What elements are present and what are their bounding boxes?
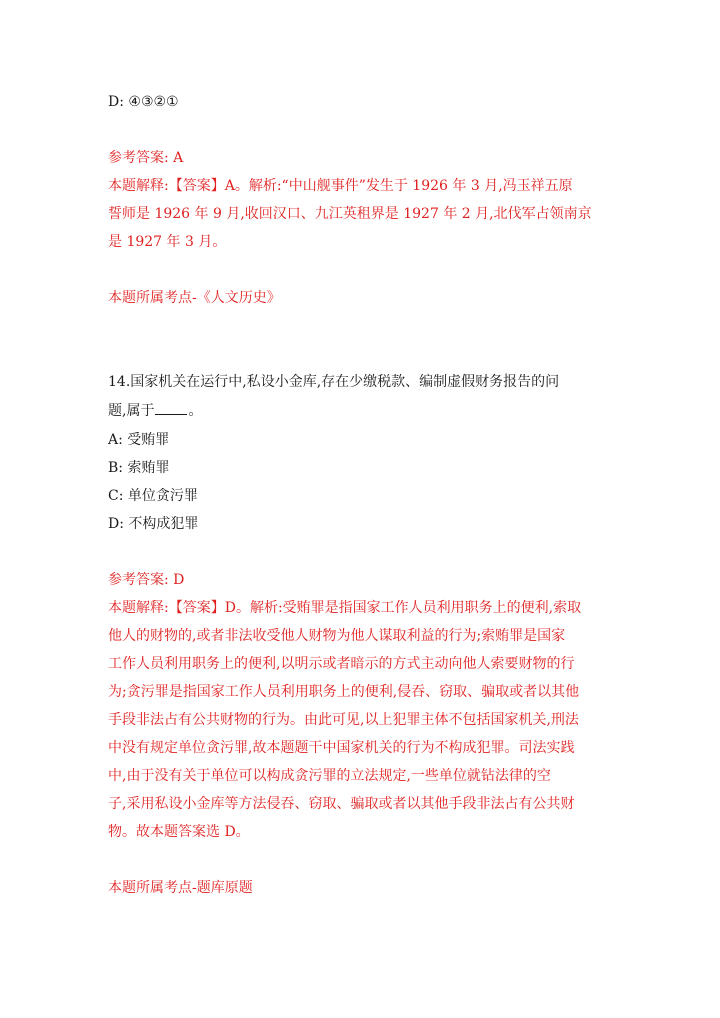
q14-explanation-line: 手段非法占有公共财物的行为。由此可见,以上犯罪主体不包括国家机关,刑法 [108,712,579,728]
q14-option-d: D: 不构成犯罪 [108,516,199,532]
q14-stem-line-2 [108,400,202,420]
q14-stem-text-end: 。 [188,403,203,419]
q13-option-d: D: ④③②① [108,94,179,110]
q14-explanation-line: 子,采用私设小金库等方法侵吞、窃取、骗取或者以其他手段非法占有公共财 [108,796,575,812]
q14-explanation-line: 他人的财物的,或者非法收受他人财物为他人谋取利益的行为;索贿罪是国家 [108,628,566,644]
q14-explanation-line: 中没有规定单位贪污罪,故本题题干中国家机关的行为不构成犯罪。司法实践 [108,740,575,756]
q13-explanation-line: 是 1927 年 3 月。 [108,234,227,250]
q14-explanation-line: 工作人员利用职务上的便利,以明示或者暗示的方式主动向他人索要财物的行 [108,656,575,672]
q14-answer: 参考答案: D [108,572,185,588]
q14-option-b: B: 索贿罪 [108,460,170,476]
q14-topic: 本题所属考点-题库原题 [108,880,253,896]
q14-stem-line: 14.国家机关在运行中,私设小金库,存在少缴税款、编制虚假财务报告的问 [108,374,560,390]
q14-explanation-line: 本题解释:【答案】D。解析:受贿罪是指国家工作人员利用职务上的便利,索取 [108,600,582,616]
q14-explanation-line: 中,由于没有关于单位可以构成贪污罪的立法规定,一些单位就钻法律的空 [108,768,551,784]
q13-explanation-line: 本题解释:【答案】A。解析:“中山舰事件”发生于 1926 年 3 月,冯玉祥五原 [108,178,573,194]
q14-option-a: A: 受贿罪 [108,432,170,448]
answer-blank [155,400,187,415]
q14-explanation-line: 为;贪污罪是指国家工作人员利用职务上的便利,侵吞、窃取、骗取或者以其他 [108,684,580,700]
q14-explanation-line: 物。故本题答案选 D。 [108,824,250,840]
q13-answer: 参考答案: A [108,150,184,166]
q14-stem-text: 题,属于 [108,403,155,419]
q14-option-c: C: 单位贪污罪 [108,488,198,504]
q13-explanation-line: 誓师是 1926 年 9 月,收回汉口、九江英租界是 1927 年 2 月,北伐军占领南京 [108,206,592,222]
q13-topic: 本题所属考点-《人文历史》 [108,290,281,306]
